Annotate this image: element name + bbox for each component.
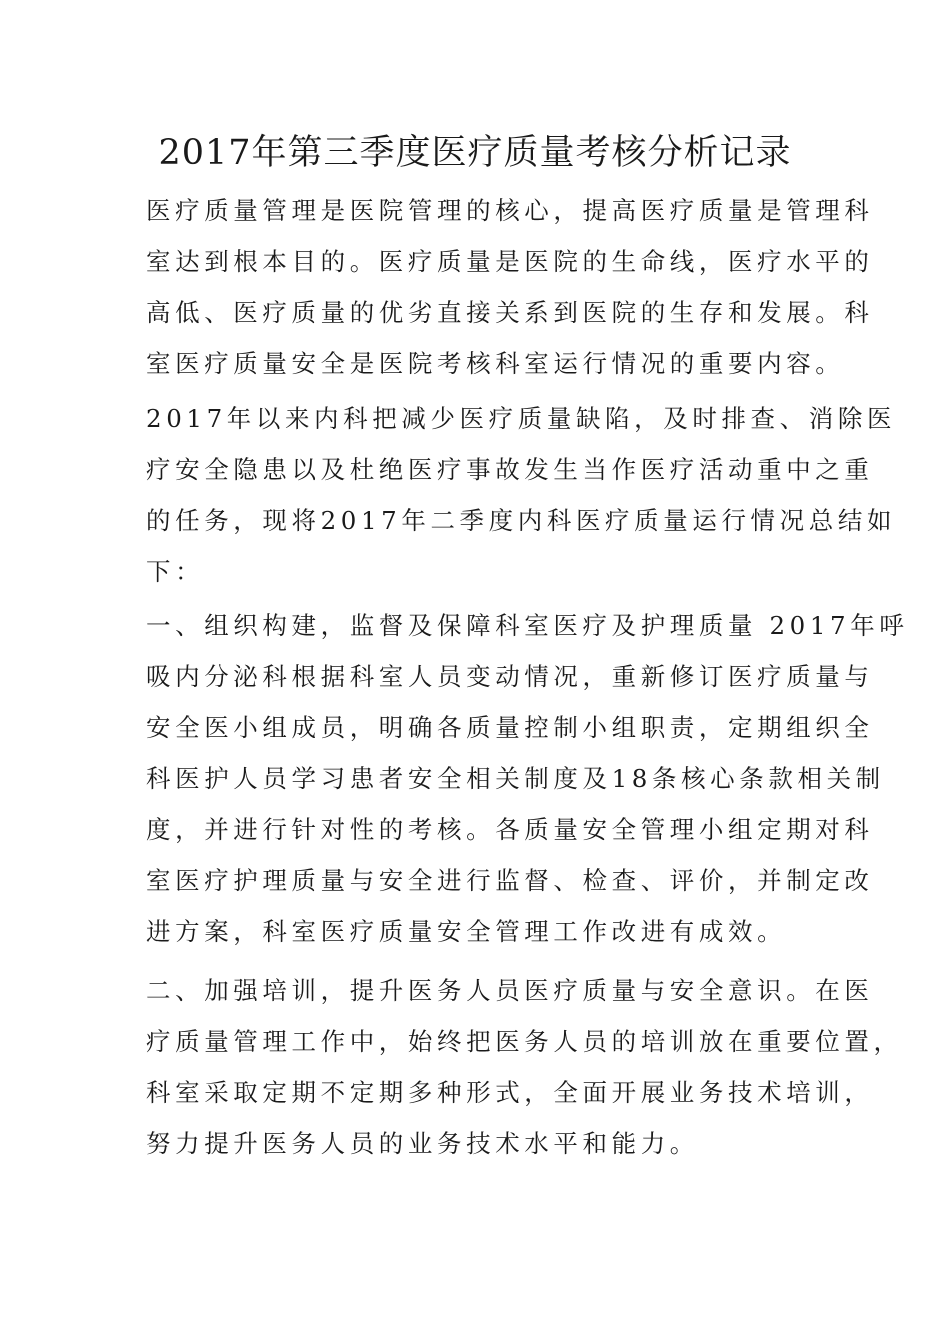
paragraph-intro [146, 185, 874, 389]
text-line: 高低、医疗质量的优劣直接关系到医院的生存和发展。科 [146, 298, 874, 327]
text-line: 一、组织构建，监督及保障科室医疗及护理质量 2017年呼 [146, 611, 909, 640]
text-line: 疗质量管理工作中，始终把医务人员的培训放在重要位置， [146, 1027, 903, 1056]
text-line: 安全医小组成员，明确各质量控制小组职责，定期组织全 [146, 713, 874, 742]
text-line: 科医护人员学习患者安全相关制度及18条核心条款相关制 [146, 764, 885, 793]
text-line: 度，并进行针对性的考核。各质量安全管理小组定期对科 [146, 815, 874, 844]
text-line: 疗安全隐患以及杜绝医疗事故发生当作医疗活动重中之重 [146, 455, 874, 484]
text-line: 室达到根本目的。医疗质量是医院的生命线，医疗水平的 [146, 247, 874, 276]
text-line: 进方案，科室医疗质量安全管理工作改进有成效。 [146, 917, 787, 946]
text-line: 2017年以来内科把减少医疗质量缺陷，及时排查、消除医 [146, 404, 897, 433]
text-line: 科室采取定期不定期多种形式，全面开展业务技术培训， [146, 1078, 874, 1107]
text-line: 努力提升医务人员的业务技术水平和能力。 [146, 1129, 699, 1158]
text-line: 室医疗护理质量与安全进行监督、检查、评价，并制定改 [146, 866, 874, 895]
text-line: 二、加强培训，提升医务人员医疗质量与安全意识。在医 [146, 976, 874, 1005]
text-line: 医疗质量管理是医院管理的核心，提高医疗质量是管理科 [146, 196, 874, 225]
text-line: 室医疗质量安全是医院考核科室运行情况的重要内容。 [146, 349, 845, 378]
paragraph-section-one [146, 600, 909, 957]
paragraph-section-two [146, 965, 903, 1169]
text-line: 吸内分泌科根据科室人员变动情况，重新修订医疗质量与 [146, 662, 874, 691]
page-title: 2017年第三季度医疗质量考核分析记录 [158, 133, 792, 173]
text-line: 下： [146, 557, 205, 586]
paragraph-summary [146, 393, 897, 597]
text-line: 的任务，现将2017年二季度内科医疗质量运行情况总结如 [146, 506, 897, 535]
